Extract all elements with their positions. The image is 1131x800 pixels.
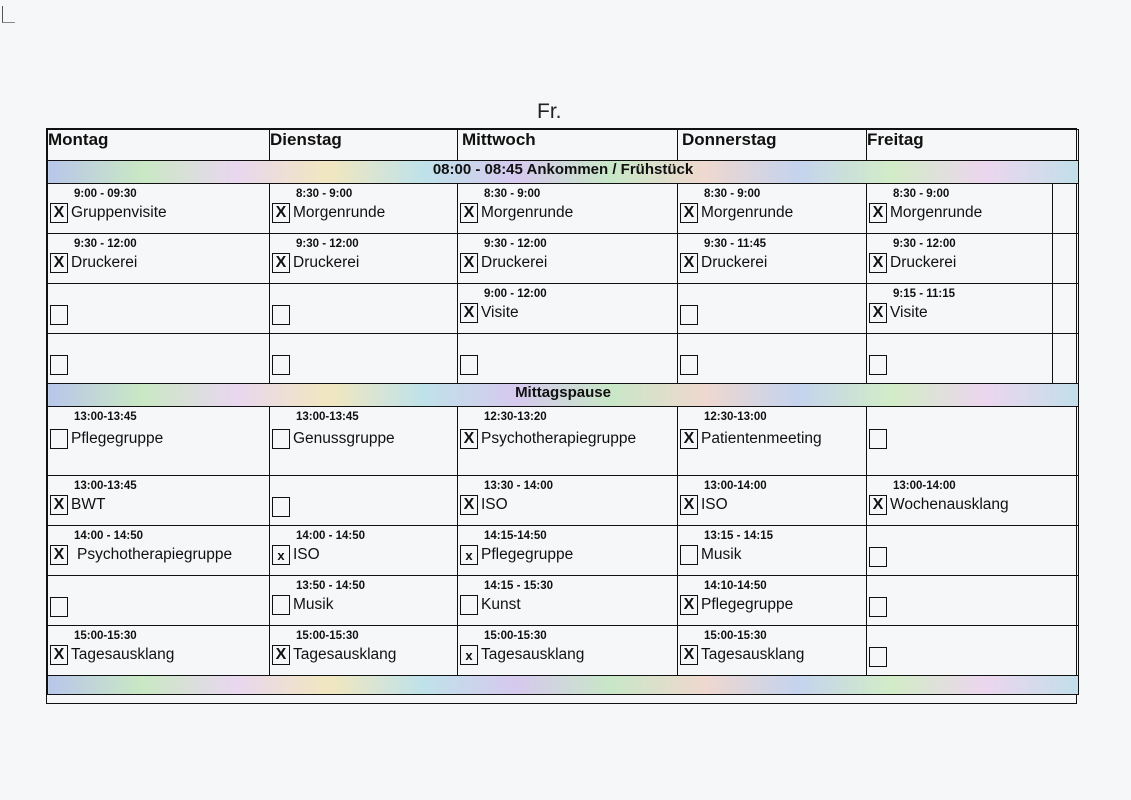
slot-time: 13:00-13:45 [296, 411, 359, 423]
activity-label: Pflegegruppe [481, 546, 574, 563]
schedule-cell [867, 626, 1079, 676]
checkbox[interactable] [680, 355, 698, 375]
slot [48, 526, 269, 575]
slot [458, 476, 677, 525]
slot [270, 526, 457, 575]
day-header-monday: Montag [48, 130, 270, 161]
schedule-cell [48, 576, 270, 626]
lunch-band: Mittagspause [48, 384, 1079, 407]
checkbox[interactable] [869, 647, 887, 667]
activity-label: Musik [701, 546, 742, 563]
slot-time: 8:30 - 9:00 [296, 188, 353, 200]
slot-entry [869, 495, 1009, 515]
schedule-row [48, 476, 1079, 526]
slot [867, 526, 1078, 575]
slot-entry [869, 547, 887, 567]
slot-entry [680, 355, 698, 375]
slot-entry [272, 305, 290, 325]
checkbox[interactable]: X [680, 429, 698, 449]
slot [270, 334, 457, 383]
slot [458, 526, 677, 575]
slot-entry [460, 495, 508, 515]
slot-time: 14:00 - 14:50 [296, 530, 366, 542]
checkbox[interactable]: X [50, 495, 68, 515]
checkbox[interactable]: X [680, 253, 698, 273]
checkbox[interactable]: X [50, 645, 68, 665]
slot-entry [460, 645, 584, 665]
schedule-cell [270, 334, 458, 384]
slot [270, 184, 457, 233]
breakfast-band-row [48, 161, 1079, 184]
slot-time: 12:30-13:00 [704, 411, 767, 423]
slot-time: 9:30 - 11:45 [704, 238, 767, 250]
slot [458, 184, 677, 233]
slot [678, 334, 866, 383]
schedule-cell [458, 626, 678, 676]
schedule-cell [867, 407, 1079, 476]
checkbox[interactable] [869, 355, 887, 375]
schedule-cell [867, 334, 1053, 384]
slot-time: 12:30-13:20 [484, 411, 547, 423]
schedule-cell [270, 284, 458, 334]
activity-label: Tagesausklang [293, 646, 397, 663]
schedule-cell [458, 184, 678, 234]
checkbox[interactable]: X [50, 545, 68, 565]
schedule-cell [678, 476, 867, 526]
schedule-cell [867, 526, 1079, 576]
checkbox[interactable]: X [272, 253, 290, 273]
slot-time: 13:50 - 14:50 [296, 580, 366, 592]
schedule-cell [270, 526, 458, 576]
schedule-cell [458, 334, 678, 384]
schedule-row [48, 234, 1079, 284]
schedule-cell [678, 407, 867, 476]
activity-label: Pflegegruppe [701, 596, 794, 613]
checkbox[interactable]: X [460, 203, 478, 223]
day-header-wednesday: Mittwoch [458, 130, 678, 161]
schedule-cell [270, 184, 458, 234]
activity-label: Visite [481, 304, 519, 321]
slot-entry [869, 355, 887, 375]
schedule-row [48, 626, 1079, 676]
slot [458, 576, 677, 625]
slot-entry [460, 595, 521, 615]
margin-cell [1053, 284, 1079, 334]
slot [270, 576, 457, 625]
slot-time: 8:30 - 9:00 [704, 188, 761, 200]
activity-label: Tagesausklang [701, 646, 805, 663]
closing-band [48, 676, 1079, 695]
schedule-row [48, 576, 1079, 626]
checkbox[interactable]: X [272, 203, 290, 223]
schedule-cell [270, 476, 458, 526]
checkbox[interactable] [680, 545, 698, 565]
slot-entry [460, 355, 478, 375]
schedule-cell [867, 234, 1053, 284]
slot [867, 626, 1078, 675]
activity-label: BWT [71, 496, 106, 513]
slot-entry [869, 203, 982, 223]
slot [458, 284, 677, 333]
schedule-cell [678, 526, 867, 576]
checkbox[interactable] [869, 429, 887, 449]
slot [458, 334, 677, 383]
schedule-cell [458, 234, 678, 284]
slot [867, 576, 1078, 625]
checkbox[interactable]: X [460, 303, 478, 323]
slot-entry [869, 647, 887, 667]
checkbox[interactable]: X [869, 253, 887, 273]
slot-entry [272, 429, 395, 449]
schedule-cell [867, 476, 1079, 526]
slot-time: 15:00-15:30 [704, 630, 767, 642]
checkbox[interactable] [680, 305, 698, 325]
slot-entry [680, 545, 741, 565]
schedule-row [48, 334, 1079, 384]
checkbox[interactable]: x [272, 545, 290, 565]
slot-time: 13:15 - 14:15 [704, 530, 774, 542]
schedule-cell [48, 626, 270, 676]
slot-entry [50, 597, 68, 617]
checkbox[interactable] [272, 355, 290, 375]
slot [48, 626, 269, 675]
checkbox[interactable]: X [272, 645, 290, 665]
slot [270, 626, 457, 675]
checkbox[interactable] [272, 305, 290, 325]
slot [678, 284, 866, 333]
closing-band-row [48, 676, 1079, 695]
checkbox[interactable] [272, 429, 290, 449]
activity-label: Tagesausklang [481, 646, 585, 663]
checkbox[interactable]: X [460, 495, 478, 515]
slot [867, 284, 1052, 333]
checkbox[interactable] [460, 595, 478, 615]
activity-label: Musik [293, 596, 334, 613]
slot-time: 14:00 - 14:50 [74, 530, 144, 542]
schedule-cell [867, 576, 1079, 626]
schedule-cell [458, 407, 678, 476]
checkbox[interactable] [869, 597, 887, 617]
checkbox[interactable]: X [869, 203, 887, 223]
slot [867, 334, 1052, 383]
slot-time: 15:00-15:30 [484, 630, 547, 642]
afternoon-slots [48, 407, 1079, 676]
slot-entry [50, 645, 174, 665]
slot-time: 13:00-14:00 [704, 480, 767, 492]
slot-time: 9:00 - 09:30 [74, 188, 137, 200]
slot-time: 13:00-14:00 [893, 480, 956, 492]
checkbox[interactable]: X [50, 203, 68, 223]
checkbox[interactable] [272, 595, 290, 615]
checkbox[interactable]: X [869, 495, 887, 515]
slot-time: 15:00-15:30 [296, 630, 359, 642]
schedule-row [48, 284, 1079, 334]
activity-label: Druckerei [71, 254, 138, 271]
schedule-cell [867, 184, 1053, 234]
slot-entry [272, 645, 396, 665]
schedule-cell [270, 576, 458, 626]
slot-entry [680, 305, 698, 325]
slot-entry [869, 597, 887, 617]
slot-entry [680, 495, 728, 515]
slot-time: 9:15 - 11:15 [893, 288, 956, 300]
activity-label: Wochenausklang [890, 496, 1009, 513]
schedule-cell [48, 184, 270, 234]
slot [48, 184, 269, 233]
slot-entry [272, 545, 320, 565]
slot-entry [460, 303, 519, 323]
page-heading: Fr. [537, 100, 562, 123]
morning-slots [48, 184, 1079, 384]
slot [458, 407, 677, 475]
slot-time: 14:15-14:50 [484, 530, 547, 542]
slot [48, 407, 269, 475]
breakfast-band: 08:00 - 08:45 Ankommen / Frühstück [48, 161, 1079, 184]
slot-entry [272, 203, 385, 223]
slot-entry [50, 495, 105, 515]
activity-label: Tagesausklang [71, 646, 175, 663]
slot-entry [50, 429, 163, 449]
checkbox[interactable]: X [869, 303, 887, 323]
slot-entry [272, 355, 290, 375]
schedule-cell [678, 576, 867, 626]
slot [678, 234, 866, 283]
slot-time: 15:00-15:30 [74, 630, 137, 642]
slot-entry [50, 253, 137, 273]
slot-time: 9:30 - 12:00 [893, 238, 956, 250]
slot [867, 407, 1078, 475]
slot-entry [460, 545, 573, 565]
slot-entry [50, 203, 167, 223]
checkbox[interactable] [869, 547, 887, 567]
activity-label: Patientenmeeting [701, 430, 822, 447]
weekly-schedule [46, 128, 1077, 704]
slot-entry [680, 253, 767, 273]
schedule-cell [48, 284, 270, 334]
slot [270, 234, 457, 283]
checkbox[interactable]: X [680, 645, 698, 665]
schedule-cell [270, 407, 458, 476]
slot-entry [680, 429, 822, 449]
schedule-row [48, 526, 1079, 576]
checkbox[interactable] [272, 497, 290, 517]
day-header-thursday: Donnerstag [678, 130, 867, 161]
activity-label: Visite [890, 304, 928, 321]
schedule-cell [270, 626, 458, 676]
schedule-cell [458, 526, 678, 576]
slot [678, 626, 866, 675]
slot [458, 626, 677, 675]
slot-time: 14:15 - 15:30 [484, 580, 554, 592]
slot [270, 284, 457, 333]
slot [48, 476, 269, 525]
slot-time: 8:30 - 9:00 [893, 188, 950, 200]
slot-entry [680, 645, 804, 665]
slot-time: 13:00-13:45 [74, 411, 137, 423]
slot-time: 13:30 - 14:00 [484, 480, 554, 492]
schedule-cell [48, 526, 270, 576]
schedule-cell [48, 334, 270, 384]
paper-corner-mark [2, 6, 15, 23]
slot-time: 9:30 - 12:00 [74, 238, 137, 250]
slot-entry [272, 595, 333, 615]
activity-label: Morgenrunde [481, 204, 574, 221]
margin-cell [1053, 334, 1079, 384]
schedule-row [48, 407, 1079, 476]
day-header-friday: Freitag [867, 130, 1079, 161]
slot [867, 234, 1052, 283]
slot-time: 13:00-13:45 [74, 480, 137, 492]
activity-label: Morgenrunde [701, 204, 794, 221]
schedule-row [48, 184, 1079, 234]
slot-entry [272, 497, 290, 517]
checkbox[interactable]: X [680, 495, 698, 515]
slot [678, 407, 866, 475]
slot-entry [869, 303, 928, 323]
checkbox[interactable]: X [460, 253, 478, 273]
checkbox[interactable] [460, 355, 478, 375]
schedule-cell [678, 284, 867, 334]
slot [48, 334, 269, 383]
schedule-cell [867, 284, 1053, 334]
checkbox[interactable] [50, 429, 68, 449]
activity-label: ISO [293, 546, 320, 563]
activity-label: Morgenrunde [293, 204, 386, 221]
slot [678, 476, 866, 525]
activity-label: Psychotherapiegruppe [77, 546, 233, 563]
schedule-cell [270, 234, 458, 284]
slot-time: 9:30 - 12:00 [296, 238, 359, 250]
schedule-cell [458, 576, 678, 626]
activity-label: Druckerei [701, 254, 768, 271]
checkbox[interactable]: x [460, 545, 478, 565]
slot [867, 184, 1052, 233]
activity-label: Psychotherapiegruppe [481, 430, 637, 447]
activity-label: ISO [701, 496, 728, 513]
slot-entry [460, 429, 636, 449]
slot [867, 476, 1078, 525]
activity-label: Morgenrunde [890, 204, 983, 221]
slot [678, 526, 866, 575]
margin-cell [1053, 234, 1079, 284]
schedule-cell [48, 234, 270, 284]
checkbox[interactable]: X [680, 203, 698, 223]
schedule-cell [48, 476, 270, 526]
slot [48, 576, 269, 625]
activity-label: Gruppenvisite [71, 204, 167, 221]
slot-entry [460, 203, 573, 223]
slot [678, 576, 866, 625]
slot-entry [869, 429, 887, 449]
slot-entry [272, 253, 359, 273]
slot [458, 234, 677, 283]
slot-time: 14:10-14:50 [704, 580, 767, 592]
checkbox[interactable]: X [680, 595, 698, 615]
slot [270, 476, 457, 525]
checkbox[interactable]: X [460, 429, 478, 449]
slot-entry [460, 253, 547, 273]
margin-cell [1053, 184, 1079, 234]
activity-label: Genussgruppe [293, 430, 395, 447]
slot [48, 234, 269, 283]
activity-label: Pflegegruppe [71, 430, 164, 447]
schedule-cell [458, 476, 678, 526]
checkbox[interactable] [50, 355, 68, 375]
day-header-tuesday: Dienstag [270, 130, 458, 161]
schedule-cell [678, 184, 867, 234]
slot-time: 8:30 - 9:00 [484, 188, 541, 200]
slot-entry [50, 545, 232, 565]
slot-time: 9:30 - 12:00 [484, 238, 547, 250]
checkbox[interactable] [50, 305, 68, 325]
checkbox[interactable]: X [50, 253, 68, 273]
slot-entry [50, 305, 68, 325]
checkbox[interactable] [50, 597, 68, 617]
slot-entry [869, 253, 956, 273]
slot-entry [680, 203, 793, 223]
activity-label: Kunst [481, 596, 521, 613]
slot-time: 9:00 - 12:00 [484, 288, 547, 300]
schedule-cell [678, 234, 867, 284]
slot-entry [680, 595, 793, 615]
schedule-cell [458, 284, 678, 334]
activity-label: Druckerei [481, 254, 548, 271]
schedule-table [47, 129, 1079, 695]
slot [678, 184, 866, 233]
activity-label: Druckerei [293, 254, 360, 271]
lunch-band-row [48, 384, 1079, 407]
checkbox[interactable]: x [460, 645, 478, 665]
day-header-row [48, 130, 1079, 161]
schedule-cell [678, 626, 867, 676]
activity-label: Druckerei [890, 254, 957, 271]
schedule-cell [678, 334, 867, 384]
slot-entry [50, 355, 68, 375]
schedule-cell [48, 407, 270, 476]
slot [48, 284, 269, 333]
activity-label: ISO [481, 496, 508, 513]
slot [270, 407, 457, 475]
